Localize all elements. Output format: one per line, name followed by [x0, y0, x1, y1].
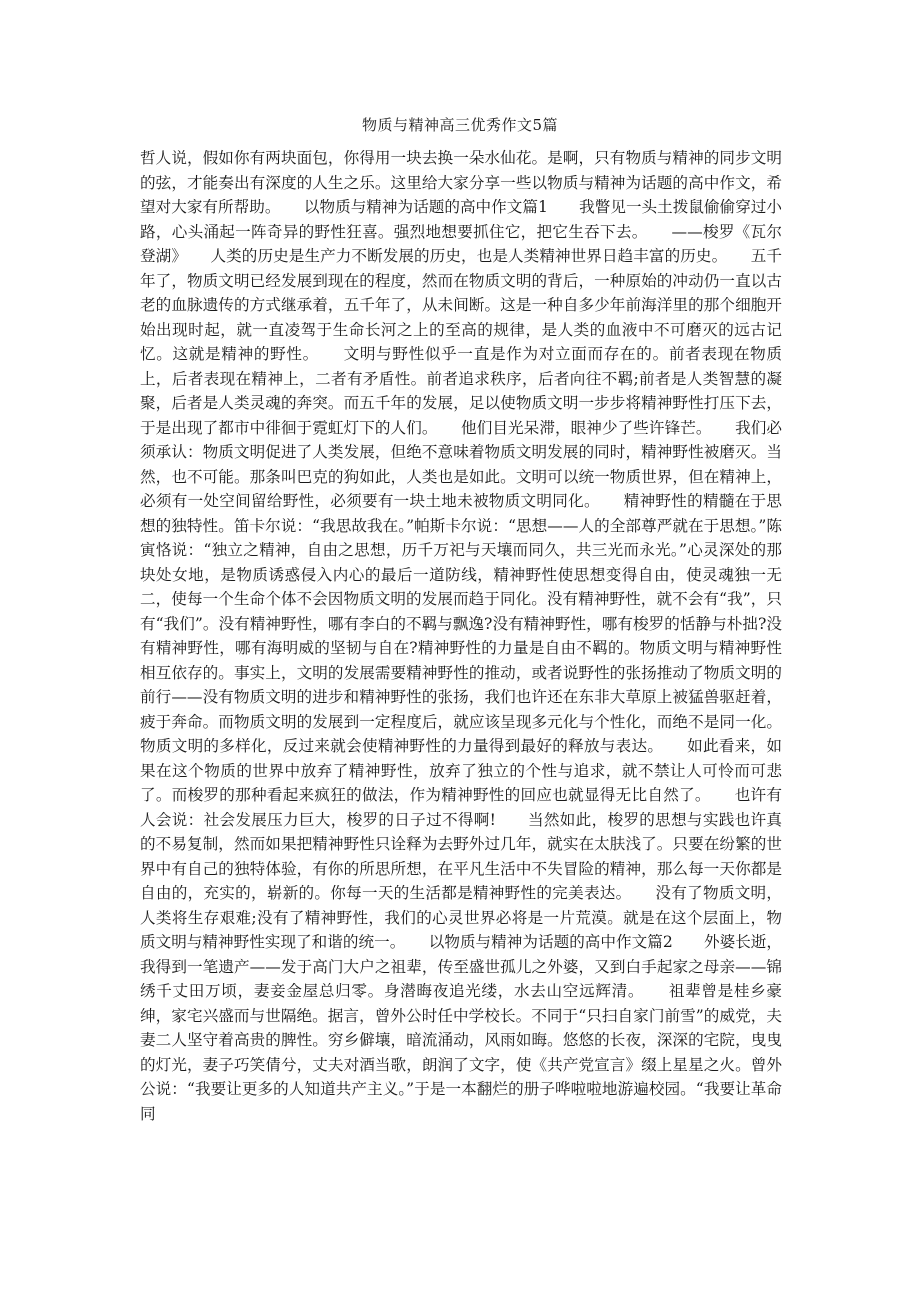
document-title: 物质与精神高三优秀作文5篇: [361, 116, 559, 134]
document-body-text: 哲人说，假如你有两块面包，你得用一块去换一朵水仙花。是啊，只有物质与精神的同步文明的弦，才能奏出有深度的人生之乐。这里给大家分享一些以物质与精神为话题的高中作文，希望对大家有所帮助。 以物质与精神为话题的高中作文篇1 我瞥见一头土拨鼠偷偷穿过小路，心头涌起一阵奇异的野性狂喜。强烈地想要抓住它，把它生吞下去。 ——梭罗《瓦尔登湖》 人类的历史是生产力不断发展的历史，也是人类精神世界日趋丰富的历史。 五千年了，物质文明已经发展到现在的程度，然而在物质文明的背后，一种原始的冲动仍一直以古老的血脉遗传的方式继承着，五千年了，从未间断。这是一种自多少年前海洋里的那个细胞开始出现时起，就一直凌驾于生命长河之上的至高的规律，是人类的血液中不可磨灭的远古记忆。这就是精神的野性。 文明与野性似乎一直是作为对立面而存在的。前者表现在物质上，后者表现在精神上，二者有矛盾性。前者追求秩序，后者向往不羁;前者是人类智慧的凝聚，后者是人类灵魂的奔突。而五千年的发展，足以使物质文明一步步将精神野性打压下去，于是出现了都市中徘徊于霓虹灯下的人们。 他们目光呆滞，眼神少了些许锋芒。 我们必须承认：物质文明促进了人类发展，但绝不意味着物质文明发展的同时，精神野性被磨灭。当然，也不可能。那条叫巴克的狗如此，人类也是如此。文明可以统一物质世界，但在精神上，必须有一处空间留给野性，必须要有一块土地未被物质文明同化。 精神野性的精髓在于思想的独特性。笛卡尔说：“我思故我在。”帕斯卡尔说：“思想——人的全部尊严就在于思想。”陈寅恪说：“独立之精神，自由之思想，历千万祀与天壤而同久，共三光而永光。”心灵深处的那块处女地，是物质诱惑侵入内心的最后一道防线，精神野性使思想变得自由，使灵魂独一无二，使每一个生命个体不会因物质文明的发展而趋于同化。没有精神野性，就不会有“我”，只有“我们”。没有精神野性，哪有李白的不羁与飘逸?没有精神野性，哪有梭罗的恬静与朴拙?没有精神野性，哪有海明威的坚韧与自在?精神野性的力量是自由不羁的。物质文明与精神野性相互依存的。事实上，文明的发展需要精神野性的推动，或者说野性的张扬推动了物质文明的前行——没有物质文明的进步和精神野性的张扬，我们也许还在东非大草原上被猛兽驱赶着，疲于奔命。而物质文明的发展到一定程度后，就应该呈现多元化与个性化，而绝不是同一化。物质文明的多样化，反过来就会使精神野性的力量得到最好的释放与表达。 如此看来，如果在这个物质的世界中放弃了精神野性，放弃了独立的个性与追求，就不禁让人可怜而可悲了。而梭罗的那种看起来疯狂的做法，作为精神野性的回应也就显得无比自然了。 也许有人会说：社会发展压力巨大，梭罗的日子过不得啊! 当然如此，梭罗的思想与实践也许真的不易复制，然而如果把精神野性只诠释为去野外过几年，就实在太肤浅了。只要在纷繁的世界中有自己的独特体验，有你的所思所想，在平凡生活中不失冒险的精神，那么每一天你都是自由的，充实的，崭新的。你每一天的生活都是精神野性的完美表达。 没有了物质文明，人类将生存艰难;没有了精神野性，我们的心灵世界必将是一片荒漠。就是在这个层面上，物质文明与精神野性实现了和谐的统一。 以物质与精神为话题的高中作文篇2 外婆长逝，我得到一笔遗产——发于高门大户之祖辈，传至盛世孤儿之外婆，又到白手起家之母亲——锦绣千丈田万顷，妻妾金屋总归零。身潜晦夜追光缕，水去山空远辉清。 祖辈曾是桂乡豪绅，家宅兴盛而与世隔绝。据言，曾外公时任中学校长。不同于“只扫自家门前雪”的威党，夫妻二人坚守着高贵的脾性。穷乡僻壤，暗流涌动，风雨如晦。悠悠的长夜，深深的宅院，曳曳的灯光，妻子巧笑倩兮，丈夫对酒当歌，朗润了文字，使《共产党宣言》缀上星星之火。曾外公说：“我要让更多的人知道共产主义。”于是一本翻烂的册子哗啦啦地游遍校园。“我要让革命同: [140, 149, 782, 1123]
